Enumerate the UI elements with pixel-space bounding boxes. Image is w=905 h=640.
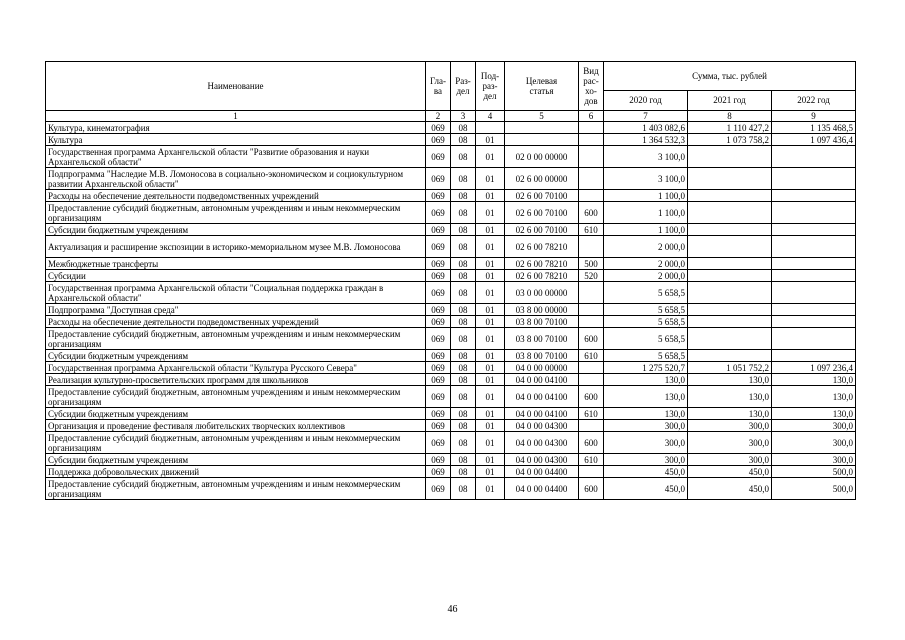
row-amount-2022: 130,0: [772, 374, 856, 386]
row-target-article: 04 0 00 04300: [505, 432, 579, 454]
table-row: [46, 202, 856, 224]
row-amount-2022: [772, 282, 856, 304]
row-target-article: 02 6 00 70100: [505, 224, 579, 236]
row-name: Субсидии: [46, 270, 426, 282]
table-row: [46, 350, 856, 362]
row-amount-2022: 1 135 468,5: [772, 122, 856, 134]
table-row: [46, 362, 856, 374]
row-target-article: 02 6 00 78210: [505, 270, 579, 282]
row-target-article: 04 0 00 04300: [505, 454, 579, 466]
row-amount-2022: 1 097 236,4: [772, 362, 856, 374]
row-podrazdel: 01: [476, 454, 505, 466]
row-amount-2022: 1 097 436,4: [772, 134, 856, 146]
row-razdel: 08: [451, 282, 476, 304]
row-glava: 069: [426, 190, 451, 202]
row-expense-type: [579, 466, 604, 478]
row-amount-2020: 300,0: [604, 454, 688, 466]
row-amount-2021: 130,0: [688, 374, 772, 386]
row-razdel: 08: [451, 202, 476, 224]
table-body: [46, 122, 856, 500]
row-amount-2020: 450,0: [604, 478, 688, 500]
row-name: Культура: [46, 134, 426, 146]
row-amount-2022: [772, 316, 856, 328]
row-expense-type: 610: [579, 408, 604, 420]
row-razdel: 08: [451, 374, 476, 386]
row-amount-2020: 130,0: [604, 386, 688, 408]
row-name: Предоставление субсидий бюджетным, автономным учреждениям и иным некоммерческим организациям: [46, 202, 426, 224]
row-target-article: 02 6 00 70100: [505, 190, 579, 202]
row-amount-2021: 300,0: [688, 420, 772, 432]
row-razdel: 08: [451, 466, 476, 478]
row-expense-type: 600: [579, 432, 604, 454]
row-target-article: 02 0 00 00000: [505, 146, 579, 168]
row-amount-2020: 5 658,5: [604, 282, 688, 304]
table-row: [46, 258, 856, 270]
column-number: 8: [688, 111, 772, 122]
row-name: Государственная программа Архангельской области "Социальная поддержка граждан в Архангельской области": [46, 282, 426, 304]
row-target-article: 03 8 00 70100: [505, 328, 579, 350]
row-podrazdel: 01: [476, 328, 505, 350]
row-target-article: 04 0 00 00000: [505, 362, 579, 374]
row-razdel: 08: [451, 304, 476, 316]
row-glava: 069: [426, 304, 451, 316]
header-name: Наименование: [46, 62, 426, 111]
row-podrazdel: 01: [476, 304, 505, 316]
header-razdel: Раз- дел: [451, 62, 476, 111]
row-amount-2021: 450,0: [688, 478, 772, 500]
row-podrazdel: 01: [476, 134, 505, 146]
column-number: 6: [579, 111, 604, 122]
table-row: [46, 122, 856, 134]
row-amount-2022: [772, 270, 856, 282]
row-expense-type: [579, 362, 604, 374]
row-name: Актуализация и расширение экспозиции в историко-мемориальном музее М.В. Ломоносова: [46, 236, 426, 258]
row-expense-type: [579, 190, 604, 202]
row-glava: 069: [426, 420, 451, 432]
row-expense-type: [579, 122, 604, 134]
row-amount-2021: [688, 224, 772, 236]
row-amount-2020: 130,0: [604, 408, 688, 420]
row-target-article: 03 8 00 70100: [505, 350, 579, 362]
row-amount-2022: [772, 304, 856, 316]
row-podrazdel: 01: [476, 168, 505, 190]
row-razdel: 08: [451, 258, 476, 270]
column-number: 3: [451, 111, 476, 122]
row-glava: 069: [426, 168, 451, 190]
row-name: Поддержка добровольческих движений: [46, 466, 426, 478]
row-amount-2021: [688, 168, 772, 190]
row-razdel: 08: [451, 386, 476, 408]
row-amount-2021: [688, 270, 772, 282]
row-podrazdel: 01: [476, 362, 505, 374]
header-expense-type: Вид рас- хо- дов: [579, 62, 604, 111]
row-expense-type: 520: [579, 270, 604, 282]
row-glava: 069: [426, 282, 451, 304]
row-amount-2020: 300,0: [604, 432, 688, 454]
row-target-article: 04 0 00 04100: [505, 374, 579, 386]
row-razdel: 08: [451, 432, 476, 454]
row-podrazdel: 01: [476, 146, 505, 168]
row-amount-2020: 2 000,0: [604, 258, 688, 270]
row-name: Субсидии бюджетным учреждениям: [46, 224, 426, 236]
row-amount-2022: [772, 258, 856, 270]
table-header: [46, 62, 856, 122]
row-name: Государственная программа Архангельской области "Развитие образования и науки Архангельской области": [46, 146, 426, 168]
row-glava: 069: [426, 258, 451, 270]
table-row: [46, 478, 856, 500]
table-row: [46, 328, 856, 350]
row-amount-2022: 300,0: [772, 454, 856, 466]
row-glava: 069: [426, 146, 451, 168]
row-name: Расходы на обеспечение деятельности подведомственных учреждений: [46, 316, 426, 328]
row-expense-type: [579, 374, 604, 386]
row-glava: 069: [426, 328, 451, 350]
row-amount-2020: 450,0: [604, 466, 688, 478]
row-amount-2022: 500,0: [772, 478, 856, 500]
row-expense-type: 600: [579, 478, 604, 500]
row-amount-2020: 1 100,0: [604, 190, 688, 202]
row-expense-type: 500: [579, 258, 604, 270]
row-amount-2021: 300,0: [688, 432, 772, 454]
row-razdel: 08: [451, 122, 476, 134]
column-number: 9: [772, 111, 856, 122]
table-row: [46, 386, 856, 408]
table-row: [46, 374, 856, 386]
column-number: 4: [476, 111, 505, 122]
row-razdel: 08: [451, 316, 476, 328]
row-glava: 069: [426, 224, 451, 236]
row-amount-2022: [772, 202, 856, 224]
column-number: 5: [505, 111, 579, 122]
row-podrazdel: 01: [476, 420, 505, 432]
row-name: Подпрограмма "Наследие М.В. Ломоносова в социально-экономическом и социокультурном развитии Архангельской области": [46, 168, 426, 190]
row-podrazdel: 01: [476, 478, 505, 500]
row-amount-2021: 130,0: [688, 386, 772, 408]
row-name: Предоставление субсидий бюджетным, автономным учреждениям и иным некоммерческим организациям: [46, 328, 426, 350]
row-name: Предоставление субсидий бюджетным, автономным учреждениям и иным некоммерческим организациям: [46, 478, 426, 500]
row-glava: 069: [426, 374, 451, 386]
row-target-article: [505, 134, 579, 146]
row-name: Предоставление субсидий бюджетным, автономным учреждениям и иным некоммерческим организациям: [46, 386, 426, 408]
row-glava: 069: [426, 386, 451, 408]
row-glava: 069: [426, 270, 451, 282]
row-podrazdel: 01: [476, 386, 505, 408]
row-podrazdel: 01: [476, 316, 505, 328]
table-row: [46, 224, 856, 236]
row-amount-2021: [688, 282, 772, 304]
row-razdel: 08: [451, 362, 476, 374]
row-podrazdel: [476, 122, 505, 134]
row-amount-2022: 300,0: [772, 420, 856, 432]
row-target-article: 02 6 00 70100: [505, 202, 579, 224]
row-razdel: 08: [451, 420, 476, 432]
row-amount-2020: 5 658,5: [604, 304, 688, 316]
row-glava: 069: [426, 432, 451, 454]
row-amount-2021: 1 110 427,2: [688, 122, 772, 134]
row-expense-type: 610: [579, 350, 604, 362]
row-podrazdel: 01: [476, 282, 505, 304]
row-razdel: 08: [451, 190, 476, 202]
row-amount-2022: 300,0: [772, 432, 856, 454]
row-glava: 069: [426, 236, 451, 258]
row-razdel: 08: [451, 350, 476, 362]
header-year-2021: 2021 год: [688, 90, 772, 110]
row-amount-2020: 1 100,0: [604, 224, 688, 236]
row-amount-2022: [772, 224, 856, 236]
row-glava: 069: [426, 408, 451, 420]
row-glava: 069: [426, 316, 451, 328]
row-name: Организация и проведение фестиваля любительских творческих коллективов: [46, 420, 426, 432]
row-amount-2021: [688, 146, 772, 168]
row-expense-type: 600: [579, 386, 604, 408]
row-amount-2022: [772, 190, 856, 202]
table-row: [46, 146, 856, 168]
row-razdel: 08: [451, 224, 476, 236]
row-name: Субсидии бюджетным учреждениям: [46, 454, 426, 466]
table-row: [46, 236, 856, 258]
row-podrazdel: 01: [476, 202, 505, 224]
table-row: [46, 134, 856, 146]
row-podrazdel: 01: [476, 350, 505, 362]
row-glava: 069: [426, 362, 451, 374]
row-podrazdel: 01: [476, 270, 505, 282]
header-sum-title: Сумма, тыс. рублей: [604, 62, 856, 91]
row-razdel: 08: [451, 168, 476, 190]
row-target-article: 03 0 00 00000: [505, 282, 579, 304]
row-expense-type: [579, 134, 604, 146]
row-target-article: 04 0 00 04400: [505, 478, 579, 500]
row-name: Расходы на обеспечение деятельности подведомственных учреждений: [46, 190, 426, 202]
row-amount-2020: 5 658,5: [604, 328, 688, 350]
row-amount-2021: [688, 304, 772, 316]
row-name: Государственная программа Архангельской области "Культура Русского Севера": [46, 362, 426, 374]
table-row: [46, 190, 856, 202]
table-row: [46, 454, 856, 466]
table-row: [46, 432, 856, 454]
column-number-row: [46, 111, 856, 122]
row-expense-type: [579, 236, 604, 258]
row-amount-2021: 1 051 752,2: [688, 362, 772, 374]
row-expense-type: [579, 168, 604, 190]
row-amount-2021: [688, 328, 772, 350]
row-glava: 069: [426, 122, 451, 134]
row-amount-2022: 500,0: [772, 466, 856, 478]
header-year-2020: 2020 год: [604, 90, 688, 110]
row-expense-type: 600: [579, 328, 604, 350]
table-row: [46, 408, 856, 420]
header-glava: Гла- ва: [426, 62, 451, 111]
row-expense-type: [579, 282, 604, 304]
row-podrazdel: 01: [476, 236, 505, 258]
row-amount-2020: 2 000,0: [604, 236, 688, 258]
row-target-article: 02 6 00 78210: [505, 236, 579, 258]
header-target-article: Целевая статья: [505, 62, 579, 111]
row-amount-2022: [772, 236, 856, 258]
row-podrazdel: 01: [476, 224, 505, 236]
row-amount-2021: 130,0: [688, 408, 772, 420]
row-amount-2022: [772, 168, 856, 190]
row-razdel: 08: [451, 328, 476, 350]
row-name: Культура, кинематография: [46, 122, 426, 134]
row-podrazdel: 01: [476, 466, 505, 478]
row-amount-2020: 1 403 082,6: [604, 122, 688, 134]
row-glava: 069: [426, 454, 451, 466]
row-amount-2021: [688, 258, 772, 270]
row-amount-2020: 1 100,0: [604, 202, 688, 224]
row-name: Реализация культурно-просветительских программ для школьников: [46, 374, 426, 386]
row-amount-2020: 130,0: [604, 374, 688, 386]
row-podrazdel: 01: [476, 258, 505, 270]
header-podrazdel: Под- раз- дел: [476, 62, 505, 111]
row-target-article: 04 0 00 04100: [505, 386, 579, 408]
row-name: Субсидии бюджетным учреждениям: [46, 350, 426, 362]
row-razdel: 08: [451, 454, 476, 466]
row-amount-2020: 1 275 520,7: [604, 362, 688, 374]
row-name: Субсидии бюджетным учреждениям: [46, 408, 426, 420]
header-year-2022: 2022 год: [772, 90, 856, 110]
row-amount-2022: [772, 350, 856, 362]
row-amount-2021: [688, 202, 772, 224]
row-target-article: 03 8 00 70100: [505, 316, 579, 328]
row-amount-2022: [772, 146, 856, 168]
row-amount-2021: 450,0: [688, 466, 772, 478]
table-row: [46, 270, 856, 282]
row-amount-2020: 5 658,5: [604, 316, 688, 328]
row-glava: 069: [426, 350, 451, 362]
row-expense-type: [579, 420, 604, 432]
row-amount-2021: 300,0: [688, 454, 772, 466]
row-target-article: 02 6 00 00000: [505, 168, 579, 190]
budget-table: [45, 61, 856, 500]
table-row: [46, 168, 856, 190]
row-expense-type: 610: [579, 224, 604, 236]
row-amount-2020: 5 658,5: [604, 350, 688, 362]
row-expense-type: 610: [579, 454, 604, 466]
row-razdel: 08: [451, 270, 476, 282]
row-amount-2021: [688, 350, 772, 362]
row-amount-2020: 2 000,0: [604, 270, 688, 282]
row-razdel: 08: [451, 146, 476, 168]
row-name: Подпрограмма "Доступная среда": [46, 304, 426, 316]
table-row: [46, 316, 856, 328]
row-amount-2021: [688, 190, 772, 202]
column-number: 7: [604, 111, 688, 122]
table-row: [46, 466, 856, 478]
row-razdel: 08: [451, 236, 476, 258]
row-podrazdel: 01: [476, 374, 505, 386]
row-amount-2020: 3 100,0: [604, 146, 688, 168]
table-row: [46, 304, 856, 316]
row-amount-2020: 1 364 532,3: [604, 134, 688, 146]
row-glava: 069: [426, 202, 451, 224]
row-target-article: 04 0 00 04300: [505, 420, 579, 432]
row-glava: 069: [426, 134, 451, 146]
row-razdel: 08: [451, 134, 476, 146]
row-glava: 069: [426, 478, 451, 500]
row-target-article: 02 6 00 78210: [505, 258, 579, 270]
row-amount-2020: 300,0: [604, 420, 688, 432]
row-target-article: 03 8 00 00000: [505, 304, 579, 316]
table-row: [46, 420, 856, 432]
page-number: 46: [447, 604, 458, 615]
row-glava: 069: [426, 466, 451, 478]
column-number: 1: [46, 111, 426, 122]
row-amount-2021: [688, 316, 772, 328]
row-expense-type: [579, 146, 604, 168]
row-podrazdel: 01: [476, 432, 505, 454]
row-amount-2020: 3 100,0: [604, 168, 688, 190]
row-amount-2022: [772, 328, 856, 350]
row-podrazdel: 01: [476, 408, 505, 420]
row-target-article: 04 0 00 04400: [505, 466, 579, 478]
row-amount-2022: 130,0: [772, 386, 856, 408]
table-row: [46, 282, 856, 304]
row-amount-2022: 130,0: [772, 408, 856, 420]
row-name: Межбюджетные трансферты: [46, 258, 426, 270]
column-number: 2: [426, 111, 451, 122]
row-expense-type: 600: [579, 202, 604, 224]
row-expense-type: [579, 316, 604, 328]
row-amount-2021: [688, 236, 772, 258]
row-razdel: 08: [451, 408, 476, 420]
row-name: Предоставление субсидий бюджетным, автономным учреждениям и иным некоммерческим организациям: [46, 432, 426, 454]
row-razdel: 08: [451, 478, 476, 500]
row-amount-2021: 1 073 758,2: [688, 134, 772, 146]
row-target-article: 04 0 00 04100: [505, 408, 579, 420]
row-podrazdel: 01: [476, 190, 505, 202]
row-target-article: [505, 122, 579, 134]
row-expense-type: [579, 304, 604, 316]
